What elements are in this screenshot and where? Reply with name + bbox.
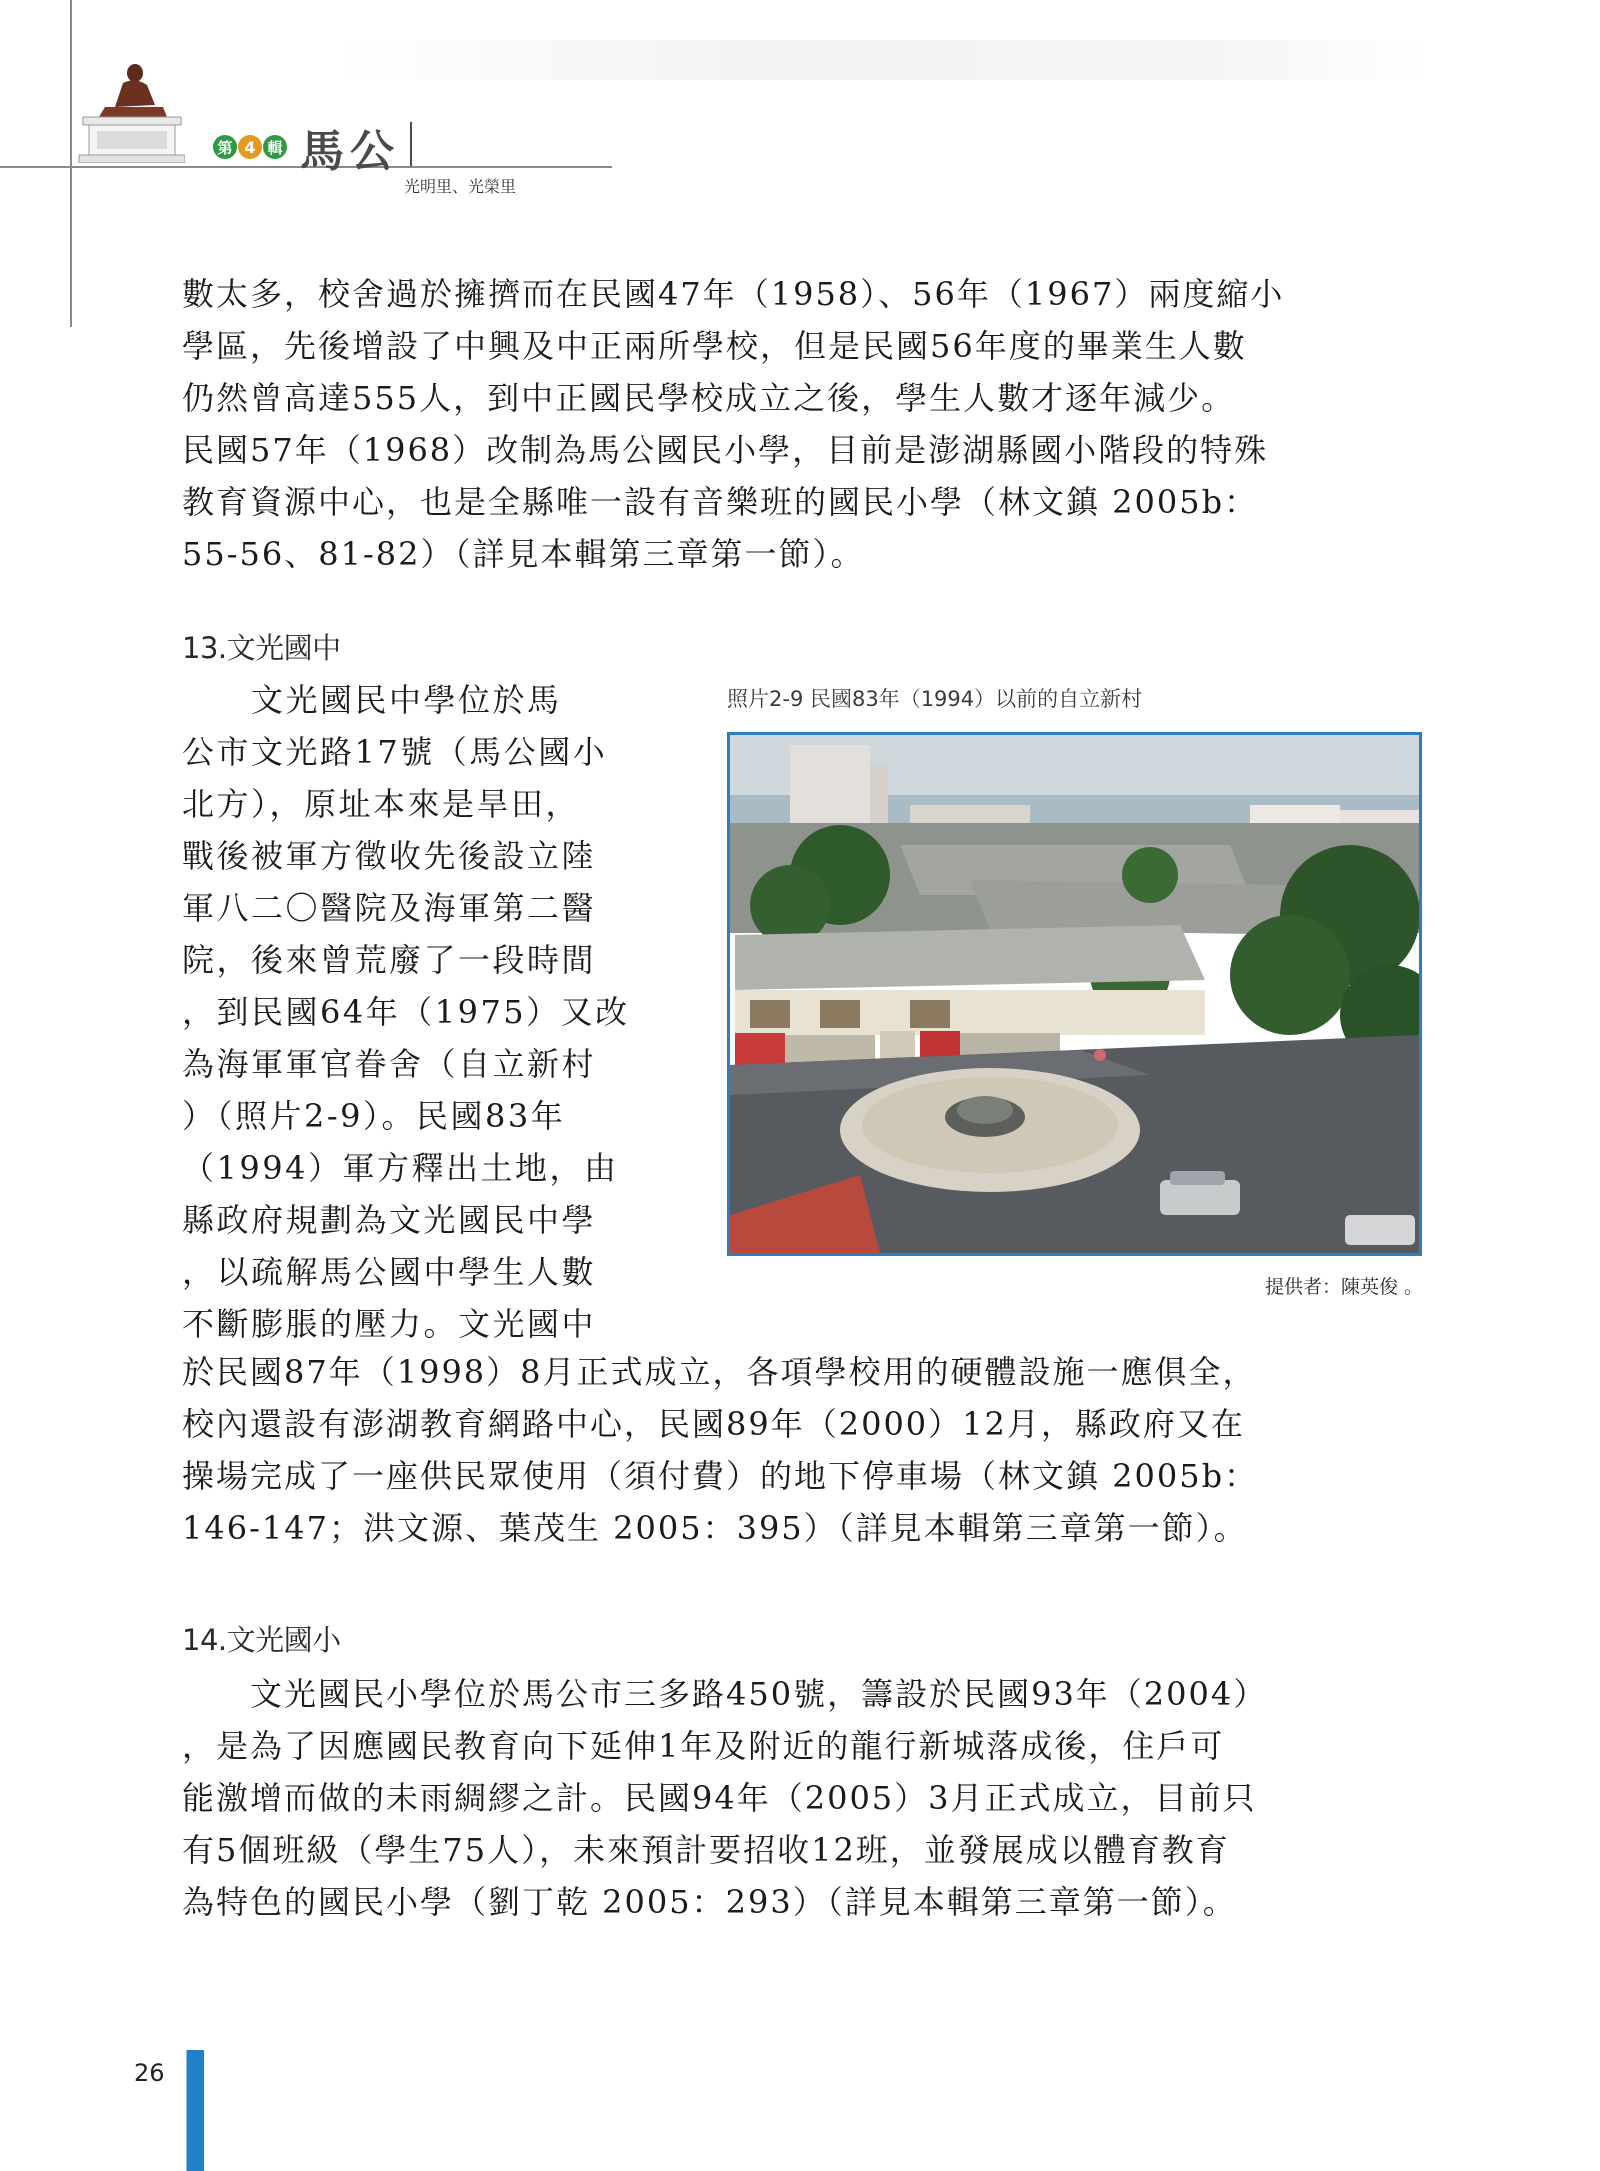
header-vertical-rule xyxy=(70,0,72,327)
side-line: 軍八二〇醫院及海軍第二醫 xyxy=(182,889,597,927)
intro-line: 教育資源中心，也是全縣唯一設有音樂班的國民小學（林文鎮 2005b： xyxy=(182,483,1259,521)
side-line: 北方），原址本來是旱田， xyxy=(182,785,581,823)
place-name-divider xyxy=(410,122,412,166)
side-line: 不斷膨脹的壓力。文光國中 xyxy=(182,1305,597,1343)
side-line: 公市文光路17號（馬公國小 xyxy=(182,733,608,771)
photo-2-9-image xyxy=(727,732,1422,1256)
chapter-sub-areas: 光明里、光榮里 xyxy=(404,177,517,196)
side-line: ）（照片2-9）。民國83年 xyxy=(182,1097,566,1135)
section-14-heading: 14.文光國小 xyxy=(182,1623,341,1657)
chapter-place-name: 馬公 xyxy=(300,126,400,177)
chapter-badge xyxy=(213,131,288,163)
section-14-line: 為特色的國民小學（劉丁乾 2005：293）（詳見本輯第三章第一節）。 xyxy=(182,1883,1237,1921)
chapter-badge-prefix: 第 xyxy=(213,135,237,159)
intro-line: 民國57年（1968）改制為馬公國民小學，目前是澎湖縣國小階段的特殊 xyxy=(182,431,1269,469)
side-line: ，以疏解馬公國中學生人數 xyxy=(182,1253,597,1291)
full-line: 校內還設有澎湖教育網路中心，民國89年（2000）12月，縣政府又在 xyxy=(182,1405,1245,1443)
section-14-line: ，是為了因應國民教育向下延伸1年及附近的龍行新城落成後，住戶可 xyxy=(182,1727,1225,1765)
section-14-paragraph xyxy=(182,1668,1267,1928)
side-line: 戰後被軍方徵收先後設立陸 xyxy=(182,837,597,875)
side-line: 為海軍軍官眷舍（自立新村 xyxy=(182,1045,597,1083)
section-13-heading: 13.文光國中 xyxy=(182,631,341,665)
intro-line: 55-56、81-82）（詳見本輯第三章第一節）。 xyxy=(182,535,865,573)
side-line: 縣政府規劃為文光國民中學 xyxy=(182,1201,597,1239)
statue-monument-icon xyxy=(75,55,185,163)
photo-credit: 提供者：陳英俊 。 xyxy=(1264,1276,1423,1298)
intro-paragraph xyxy=(182,268,1284,580)
footer-accent-bar xyxy=(186,2050,204,2171)
photo-caption: 照片2-9 民國83年（1994）以前的自立新村 xyxy=(727,687,1143,711)
side-line: 文光國民中學位於馬 xyxy=(182,681,562,719)
footer-accent-line xyxy=(186,2050,187,2171)
section-13-side-column xyxy=(182,674,630,1350)
full-line: 於民國87年（1998）8月正式成立，各項學校用的硬體設施一應俱全， xyxy=(182,1353,1257,1391)
chapter-badge-suffix: 輯 xyxy=(263,135,287,159)
village-photo-illustration xyxy=(730,735,1419,1253)
chapter-badge-number: 4 xyxy=(238,135,262,159)
section-14-line: 能激增而做的未雨綢繆之計。民國94年（2005）3月正式成立，目前只 xyxy=(182,1779,1257,1817)
full-line: 操場完成了一座供民眾使用（須付費）的地下停車場（林文鎮 2005b： xyxy=(182,1457,1259,1495)
section-13-full-paragraph xyxy=(182,1346,1258,1554)
side-line: （1994）軍方釋出土地，由 xyxy=(182,1149,619,1187)
side-line: 院，後來曾荒廢了一段時間 xyxy=(182,941,597,979)
intro-line: 數太多，校舍過於擁擠而在民國47年（1958）、56年（1967）兩度縮小 xyxy=(182,275,1285,313)
full-line: 146-147；洪文源、葉茂生 2005：395）（詳見本輯第三章第一節）。 xyxy=(182,1509,1248,1547)
page-number: 26 xyxy=(134,2059,165,2087)
side-line: ，到民國64年（1975）又改 xyxy=(182,993,630,1031)
intro-line: 仍然曾高達555人，到中正國民學校成立之後，學生人數才逐年減少。 xyxy=(182,379,1236,417)
header-shade xyxy=(330,40,1430,80)
intro-line: 學區，先後增設了中興及中正兩所學校，但是民國56年度的畢業生人數 xyxy=(182,327,1247,365)
section-14-line: 文光國民小學位於馬公市三多路450號，籌設於民國93年（2004） xyxy=(182,1675,1268,1713)
section-14-line: 有5個班級（學生75人），未來預計要招收12班，並發展成以體育教育 xyxy=(182,1831,1230,1869)
